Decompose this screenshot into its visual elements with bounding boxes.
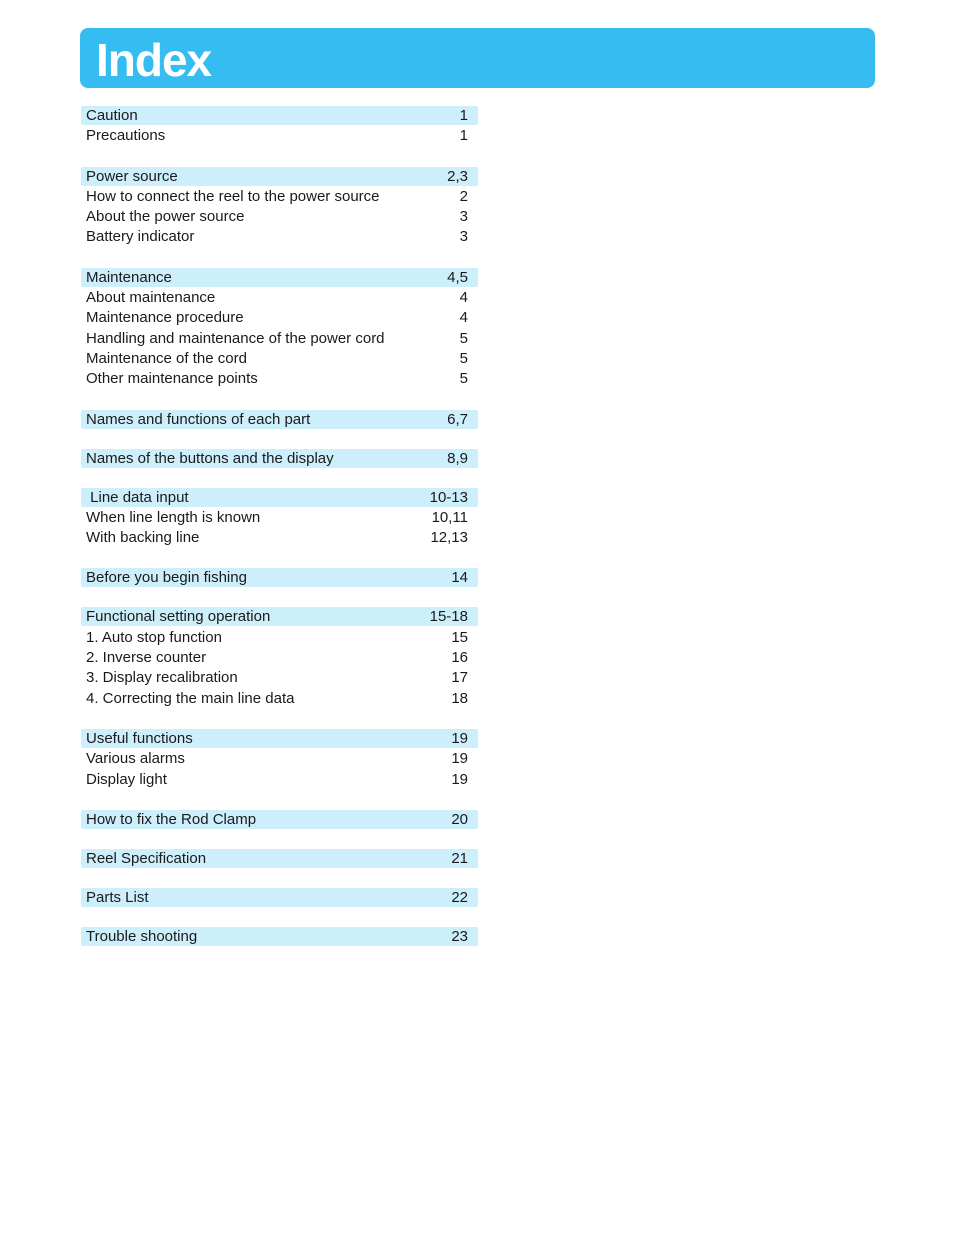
section-title: Power source — [86, 167, 178, 185]
entry-title: How to connect the reel to the power source — [86, 187, 380, 205]
index-entry — [81, 288, 478, 308]
index-section-power-source — [81, 167, 478, 248]
entry-title: 2. Inverse counter — [86, 649, 207, 667]
section-header — [81, 106, 478, 125]
section-header — [81, 927, 478, 946]
page-number: 2,3 — [447, 167, 468, 185]
index-section-line-data-input — [81, 488, 478, 549]
section-title: Functional setting operation — [86, 608, 271, 626]
section-header — [81, 849, 478, 868]
entry-title: 3. Display recalibration — [86, 669, 238, 687]
index-entry — [81, 528, 478, 548]
page-number: 20 — [451, 810, 468, 828]
page-number: 15 — [451, 628, 468, 646]
page-number: 17 — [451, 669, 468, 687]
index-entry — [81, 308, 478, 328]
page-number: 4 — [459, 289, 468, 307]
index-section-caution — [81, 106, 478, 147]
page-number: 4,5 — [447, 268, 468, 286]
page-number: 5 — [459, 349, 468, 367]
section-title: Line data input — [86, 488, 189, 506]
entry-title: Maintenance of the cord — [86, 349, 247, 367]
page-number: 3 — [459, 228, 468, 246]
entry-title: Display light — [86, 770, 167, 788]
index-entry — [81, 668, 478, 688]
section-header — [81, 568, 478, 587]
index-entry — [81, 648, 478, 668]
entry-title: About the power source — [86, 208, 245, 226]
section-header — [81, 888, 478, 907]
section-header — [81, 488, 478, 507]
entry-title: 1. Auto stop function — [86, 628, 222, 646]
section-header — [81, 729, 478, 748]
entry-title: When line length is known — [86, 508, 261, 526]
index-section-buttons-display — [81, 449, 478, 468]
section-title: Names of the buttons and the display — [86, 449, 334, 467]
entry-title: Maintenance procedure — [86, 309, 244, 327]
index-section-useful-functions — [81, 729, 478, 790]
section-title: How to fix the Rod Clamp — [86, 810, 257, 828]
page-number: 10,11 — [431, 508, 468, 526]
index-section-names-functions — [81, 410, 478, 429]
page-number: 5 — [459, 370, 468, 388]
section-header — [81, 449, 478, 468]
section-header — [81, 410, 478, 429]
index-section-functional-setting — [81, 607, 478, 708]
page-number: 14 — [451, 569, 468, 587]
index-entry — [81, 187, 478, 207]
index-list — [81, 106, 478, 966]
index-entry — [81, 689, 478, 709]
page-number: 1 — [459, 107, 468, 124]
page-number: 3 — [459, 208, 468, 226]
index-entry — [81, 508, 478, 528]
entry-title: About maintenance — [86, 289, 216, 307]
section-title: Useful functions — [86, 729, 193, 747]
index-section-maintenance — [81, 268, 478, 390]
section-title: Reel Specification — [86, 849, 207, 867]
index-entry — [81, 770, 478, 790]
section-title: Caution — [86, 107, 138, 124]
page-number: 21 — [451, 849, 468, 867]
entry-title: Various alarms — [86, 750, 185, 768]
section-title: Names and functions of each part — [86, 410, 311, 428]
section-title: Before you begin fishing — [86, 569, 247, 587]
index-entry — [81, 628, 478, 648]
index-entry — [81, 329, 478, 349]
entry-title: With backing line — [86, 529, 200, 547]
page-number: 15-18 — [429, 608, 468, 626]
index-entry — [81, 207, 478, 227]
page-number: 4 — [459, 309, 468, 327]
index-section-before-fishing — [81, 568, 478, 587]
page-number: 1 — [459, 127, 468, 145]
index-section-reel-specification — [81, 849, 478, 868]
page-number: 12,13 — [430, 529, 468, 547]
section-title: Trouble shooting — [86, 927, 198, 945]
entry-title: Handling and maintenance of the power cord — [86, 329, 385, 347]
page-number: 18 — [451, 689, 468, 707]
section-header — [81, 167, 478, 186]
page-number: 6,7 — [447, 410, 468, 428]
index-section-parts-list — [81, 888, 478, 907]
index-entry — [81, 749, 478, 769]
section-title: Maintenance — [86, 268, 172, 286]
page-number: 16 — [451, 649, 468, 667]
entry-title: Precautions — [86, 127, 166, 145]
index-entry — [81, 349, 478, 369]
section-title: Parts List — [86, 888, 149, 906]
section-header — [81, 268, 478, 287]
section-header — [81, 607, 478, 626]
index-entry — [81, 227, 478, 247]
index-entry — [81, 126, 478, 146]
page-number: 2 — [459, 187, 468, 205]
entry-title: Battery indicator — [86, 228, 195, 246]
page-number: 23 — [451, 927, 468, 945]
page-number: 19 — [451, 770, 468, 788]
section-header — [81, 810, 478, 829]
page-number: 8,9 — [447, 449, 468, 467]
page-number: 10-13 — [429, 488, 468, 506]
page-title: Index — [96, 34, 212, 86]
entry-title: Other maintenance points — [86, 370, 258, 388]
page-number: 22 — [451, 888, 468, 906]
index-entry — [81, 369, 478, 389]
title-banner — [80, 28, 875, 88]
index-section-rod-clamp — [81, 810, 478, 829]
page-number: 19 — [451, 729, 468, 747]
index-section-trouble-shooting — [81, 927, 478, 946]
page-number: 5 — [459, 329, 468, 347]
page-number: 19 — [451, 750, 468, 768]
entry-title: 4. Correcting the main line data — [86, 689, 295, 707]
